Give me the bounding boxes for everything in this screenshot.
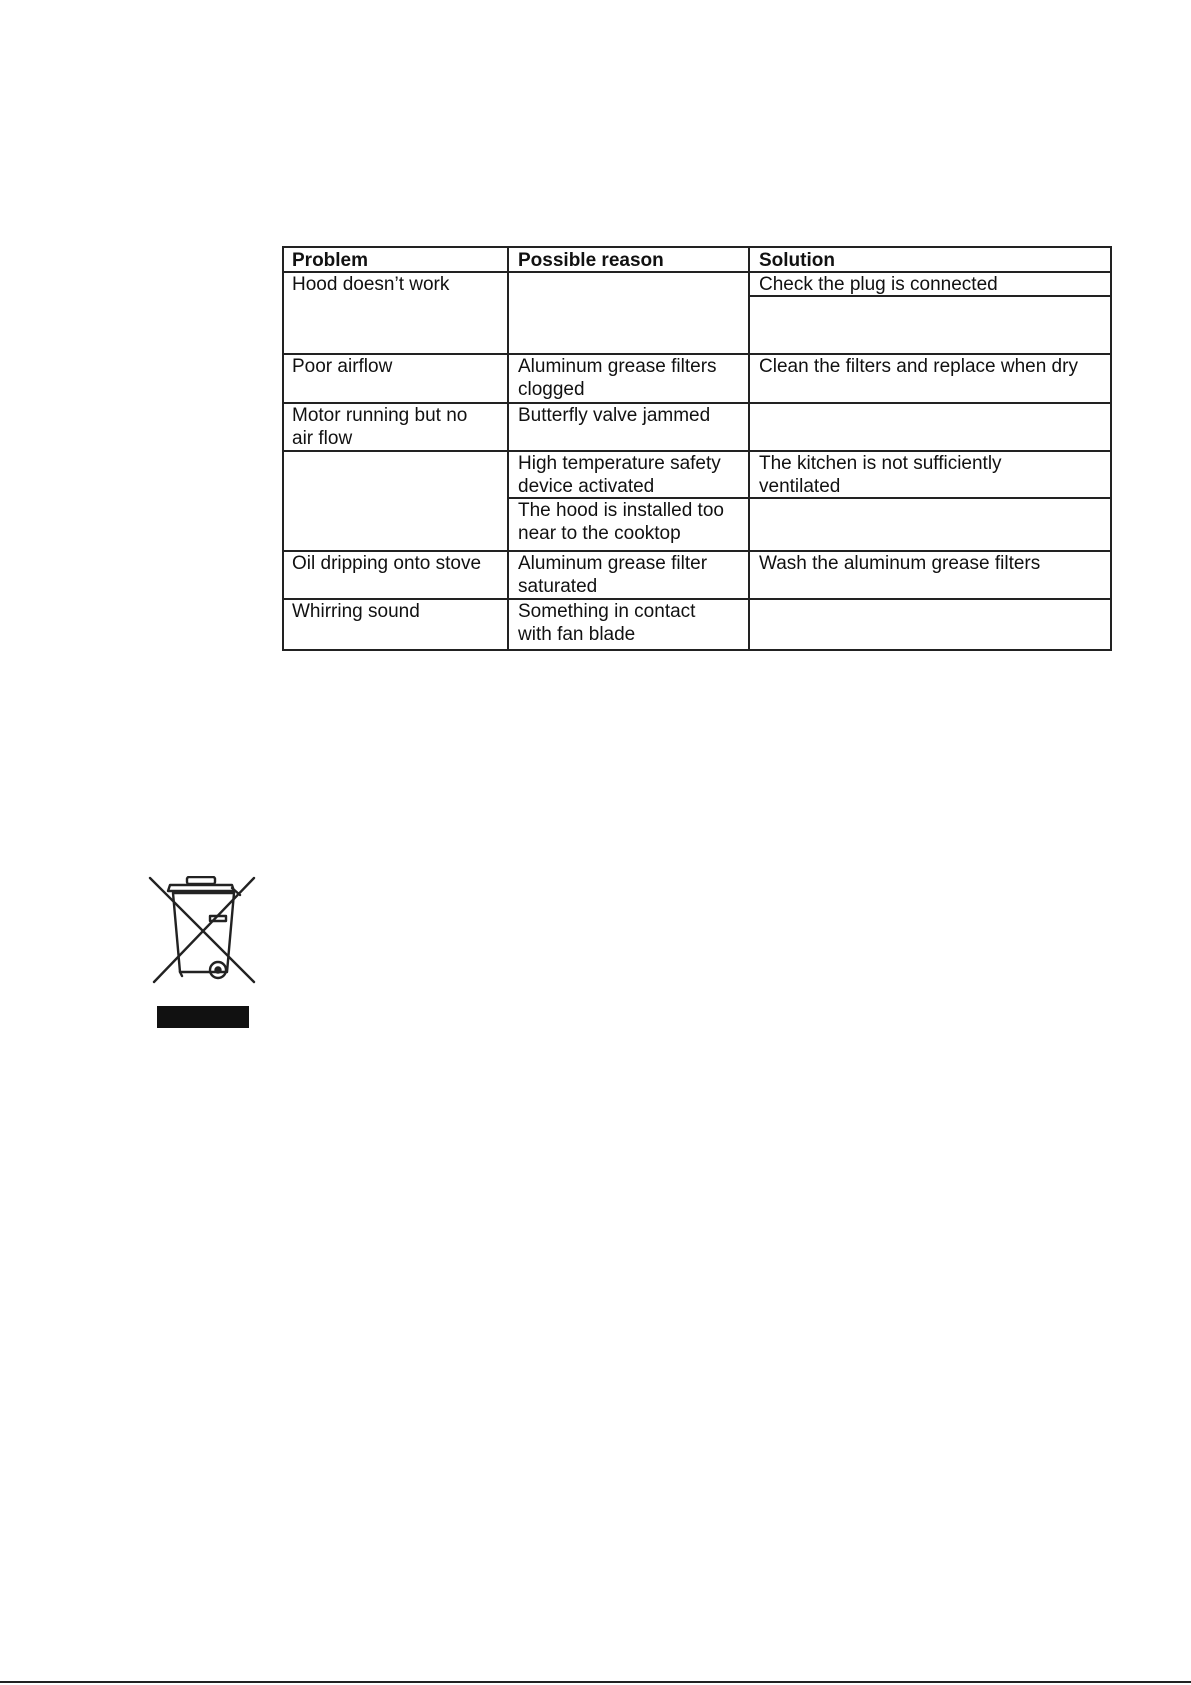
solution-cell: Clean the filters and replace when dry bbox=[759, 356, 1078, 377]
solution-cell: The kitchen is not sufficiently ventilated bbox=[759, 453, 1002, 497]
header-solution: Solution bbox=[759, 250, 835, 271]
solution-cell: Wash the aluminum grease filters bbox=[759, 553, 1041, 574]
problem-cell: Hood doesn’t work bbox=[292, 274, 450, 295]
bottom-rule bbox=[0, 1681, 1191, 1683]
header-problem: Problem bbox=[292, 250, 369, 271]
reason-cell: Butterfly valve jammed bbox=[518, 405, 711, 426]
reason-cell: Aluminum grease filters clogged bbox=[518, 356, 717, 400]
problem-cell: Motor running but no air flow bbox=[292, 405, 468, 449]
problem-cell: Oil dripping onto stove bbox=[292, 553, 482, 574]
problem-cell: Whirring sound bbox=[292, 601, 420, 622]
solution-cell: Check the plug is connected bbox=[759, 274, 998, 295]
problem-cell: Poor airflow bbox=[292, 356, 393, 377]
troubleshooting-table bbox=[282, 246, 1112, 651]
reason-cell: Aluminum grease filter saturated bbox=[518, 553, 708, 597]
reason-cell: The hood is installed too near to the cooktop bbox=[518, 500, 724, 544]
crossed-out-wheelie-bin-icon bbox=[146, 876, 258, 1032]
reason-cell: Something in contact with fan blade bbox=[518, 601, 696, 645]
reason-cell: High temperature safety device activated bbox=[518, 453, 721, 497]
header-possible-reason: Possible reason bbox=[518, 250, 664, 271]
